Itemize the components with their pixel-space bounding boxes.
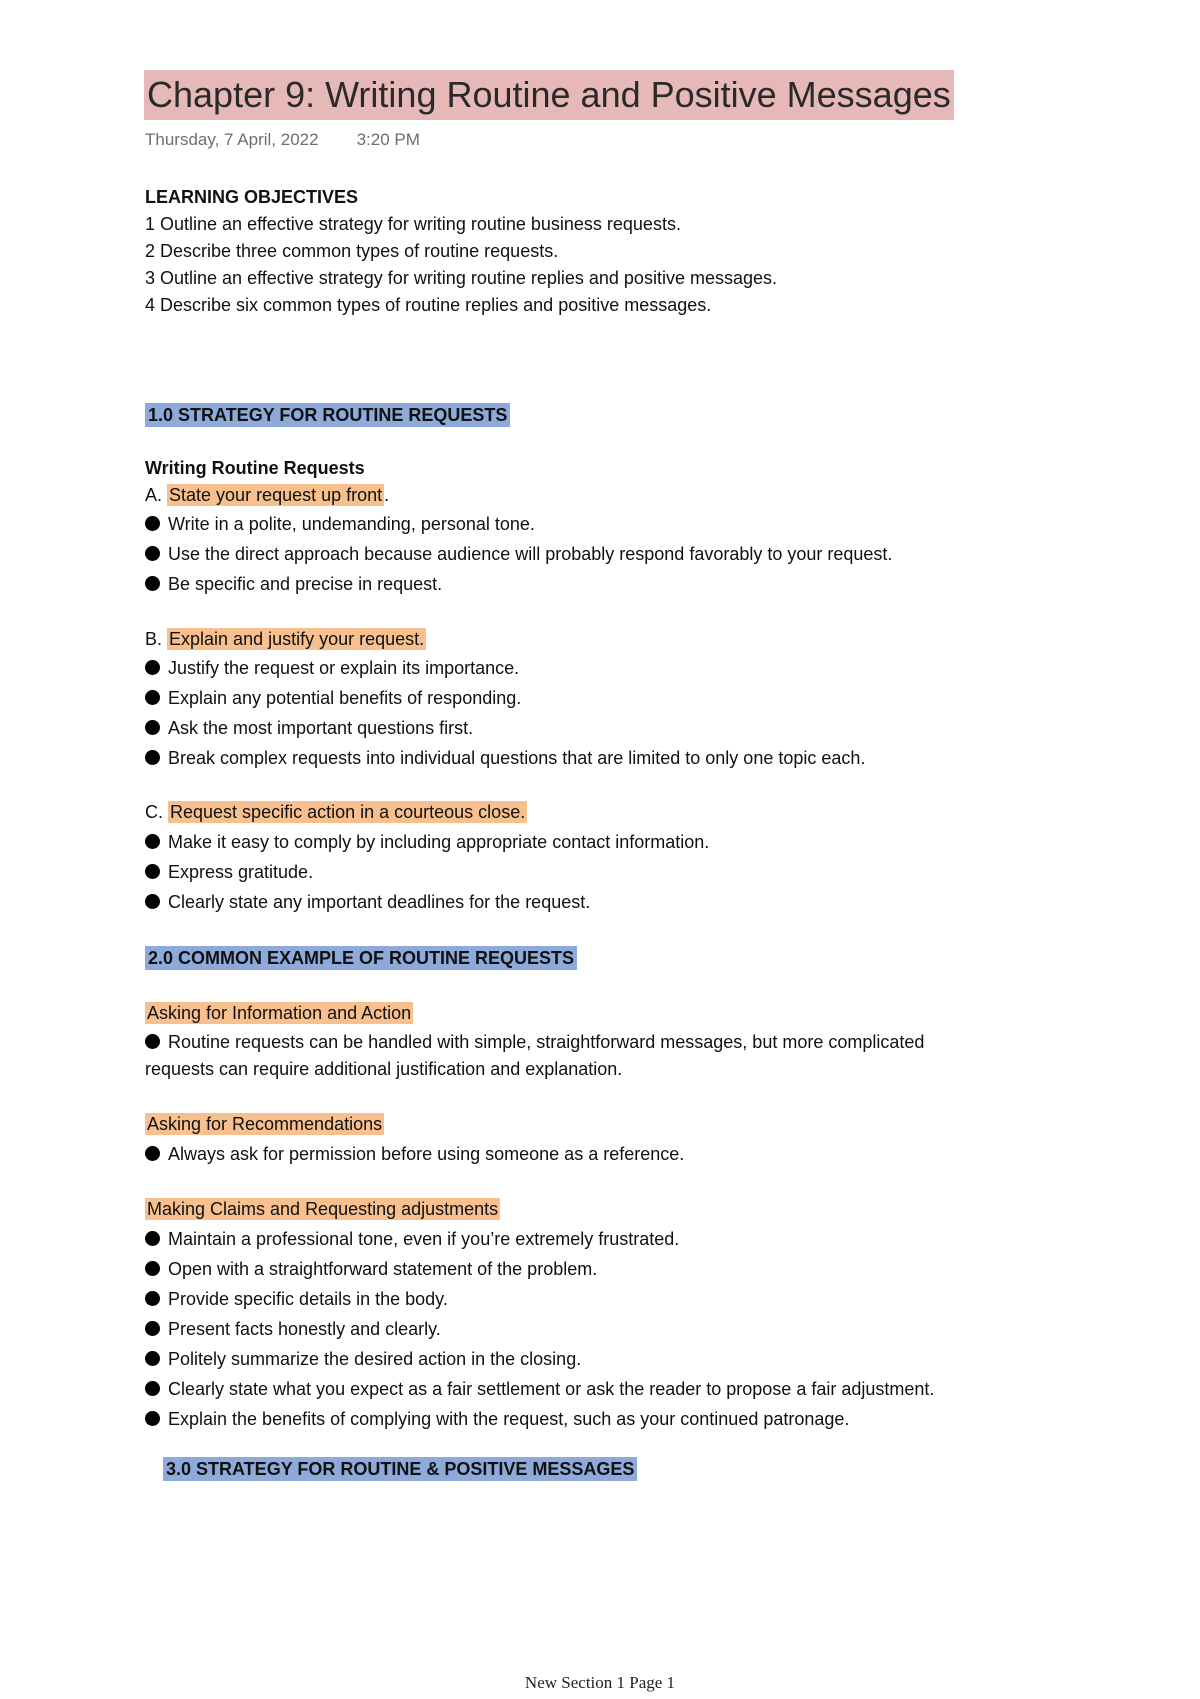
section1-heading-row (145, 402, 510, 428)
step-c-label: Request specific action in a courteous close. (170, 802, 526, 822)
bullet-item (145, 1316, 441, 1342)
bullet-icon (145, 720, 160, 735)
bullet-text: Explain any potential benefits of responding. (168, 688, 522, 708)
info-subheading: Asking for Information and Action (147, 1003, 412, 1023)
objective-item: 4 Describe six common types of routine replies and positive messages. (145, 295, 712, 315)
bullet-text: Make it easy to comply by including appropriate contact information. (168, 832, 710, 852)
info-subheading-row (145, 1000, 413, 1026)
step-b-label: Explain and justify your request. (169, 629, 425, 649)
bullet-item (145, 1256, 597, 1282)
bullet-icon (145, 864, 160, 879)
bullet-item (145, 1376, 934, 1402)
bullet-item (145, 715, 473, 741)
step-a-suffix: . (384, 485, 390, 505)
step-a (145, 482, 389, 508)
bullet-icon (145, 1321, 160, 1336)
bullet-text: Maintain a professional tone, even if you’re extremely frustrated. (168, 1229, 680, 1249)
bullet-continuation: requests can require additional justification and explanation. (145, 1059, 623, 1079)
bullet-icon (145, 1261, 160, 1276)
bullet-text: Express gratitude. (168, 862, 314, 882)
bullet-text: Break complex requests into individual questions that are limited to only one topic each. (168, 748, 866, 768)
section1-heading: 1.0 STRATEGY FOR ROUTINE REQUESTS (145, 403, 510, 427)
bullet-item (145, 1286, 448, 1312)
bullet-item (145, 1029, 924, 1055)
bullet-icon (145, 1351, 160, 1366)
objectives-heading: LEARNING OBJECTIVES (145, 187, 359, 207)
bullet-icon (145, 546, 160, 561)
step-b-prefix: B. (145, 629, 168, 649)
bullet-text: Clearly state what you expect as a fair settlement or ask the reader to propose a fair adjustment. (168, 1379, 935, 1399)
step-c-prefix: C. (145, 802, 169, 822)
page-title: Chapter 9: Writing Routine and Positive Messages (144, 70, 954, 120)
bullet-text: Present facts honestly and clearly. (168, 1319, 441, 1339)
step-a-label: State your request up front (169, 485, 383, 505)
bullet-item (145, 655, 519, 681)
page-time: 3:20 PM (356, 130, 420, 149)
bullet-icon (145, 750, 160, 765)
objective-item: 3 Outline an effective strategy for writing routine replies and positive messages. (145, 268, 777, 288)
objective-item: 2 Describe three common types of routine requests. (145, 241, 559, 261)
bullet-icon (145, 894, 160, 909)
bullet-text: Open with a straightforward statement of the problem. (168, 1259, 598, 1279)
bullet-item (145, 829, 709, 855)
bullet-icon (145, 1381, 160, 1396)
bullet-item (145, 685, 521, 711)
step-b (145, 626, 426, 652)
bullet-text: Explain the benefits of complying with the request, such as your continued patronage. (168, 1409, 850, 1429)
bullet-item (145, 859, 313, 885)
bullet-icon (145, 1231, 160, 1246)
bullet-text: Provide specific details in the body. (168, 1289, 448, 1309)
bullet-text: Politely summarize the desired action in the closing. (168, 1349, 582, 1369)
page-date: Thursday, 7 April, 2022 (145, 130, 319, 149)
bullet-icon (145, 834, 160, 849)
bullet-icon (145, 1146, 160, 1161)
bullet-icon (145, 516, 160, 531)
bullet-text: Justify the request or explain its importance. (168, 658, 520, 678)
page-timestamp (145, 130, 420, 150)
page-footer: New Section 1 Page 1 (524, 1673, 676, 1692)
bullet-item (145, 745, 865, 771)
bullet-icon (145, 1411, 160, 1426)
section2-heading: 2.0 COMMON EXAMPLE OF ROUTINE REQUESTS (145, 946, 577, 970)
bullet-icon (145, 660, 160, 675)
section3-heading: 3.0 STRATEGY FOR ROUTINE & POSITIVE MESSAGES (163, 1457, 637, 1481)
rec-subheading: Asking for Recommendations (147, 1114, 383, 1134)
objective-item: 1 Outline an effective strategy for writing routine business requests. (145, 214, 681, 234)
bullet-text: Ask the most important questions first. (168, 718, 474, 738)
claims-subheading: Making Claims and Requesting adjustments (147, 1199, 499, 1219)
bullet-icon (145, 1034, 160, 1049)
bullet-text: Write in a polite, undemanding, personal tone. (168, 514, 535, 534)
bullet-item (145, 1141, 684, 1167)
section3-heading-row (163, 1456, 637, 1482)
bullet-item (145, 1226, 679, 1252)
bullet-text: Routine requests can be handled with simple, straightforward messages, but more complicated (168, 1032, 925, 1052)
section1-subheading: Writing Routine Requests (145, 458, 365, 478)
bullet-item (145, 889, 590, 915)
rec-subheading-row (145, 1111, 384, 1137)
section2-heading-row (145, 945, 577, 971)
bullet-item (145, 541, 892, 567)
step-a-prefix: A. (145, 485, 168, 505)
bullet-text: Clearly state any important deadlines for the request. (168, 892, 591, 912)
bullet-icon (145, 1291, 160, 1306)
bullet-item (145, 511, 535, 537)
bullet-text: Use the direct approach because audience will probably respond favorably to your request. (168, 544, 893, 564)
bullet-item (145, 1346, 581, 1372)
bullet-text: Always ask for permission before using someone as a reference. (168, 1144, 685, 1164)
step-c (145, 799, 527, 825)
claims-subheading-row (145, 1196, 500, 1222)
bullet-item (145, 1406, 849, 1432)
bullet-icon (145, 576, 160, 591)
bullet-item (145, 571, 442, 597)
bullet-icon (145, 690, 160, 705)
bullet-text: Be specific and precise in request. (168, 574, 443, 594)
